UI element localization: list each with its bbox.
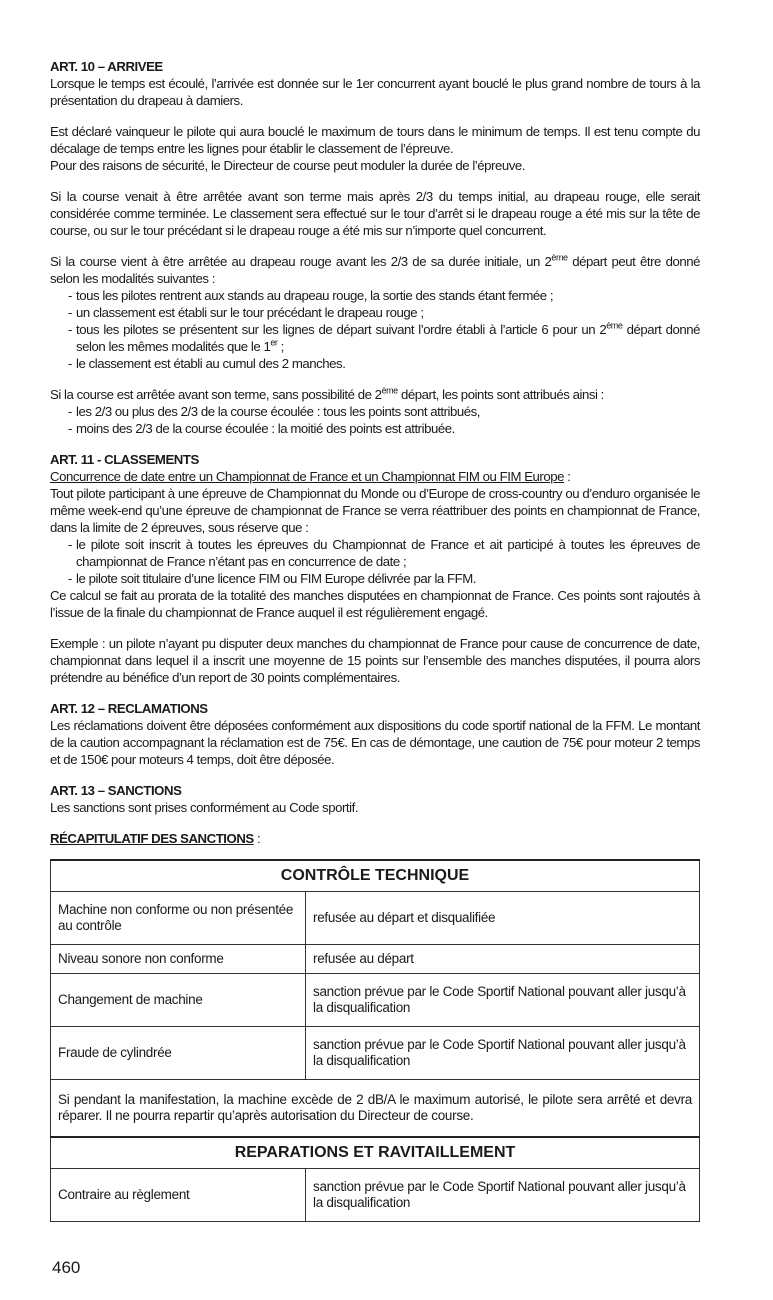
- art11-list: [50, 536, 700, 587]
- document-page: [50, 58, 700, 1222]
- art11-subtitle: Concurrence de date entre un Championnat de France et un Championnat FIM ou FIM Europe :: [50, 469, 571, 484]
- art12-title: ART. 12 – RECLAMATIONS: [50, 701, 208, 716]
- art10-title: ART. 10 – ARRIVEE: [50, 59, 163, 74]
- art11-paragraph-2: Ce calcul se fait au prorata de la totalité des manches disputées en championnat de France. Ces points sont rajoutés à l’issue de la finale du championnat de France auquel il est régulièrement engagé.: [50, 588, 700, 620]
- list-item: - les 2/3 ou plus des 2/3 de la course écoulée : tous les points sont attribués,: [68, 403, 700, 420]
- table-row: [51, 1080, 700, 1138]
- art10-paragraph-3: Si la course venait à être arrêtée avant son terme mais après 2/3 du temps initial, au drapeau rouge, elle serait considérée comme terminée. Le classement sera effectué sur le tour d’arrêt si le drapeau rouge a été mis sur la tête de course, ou sur le tour précédant si le drapeau rouge a été mis sur n’importe quel concurrent.: [50, 189, 700, 238]
- art13-paragraph-1: Les sanctions sont prises conformément au Code sportif.: [50, 800, 359, 815]
- table-cell: sanction prévue par le Code Sportif National pouvant aller jusqu’à la disqualification: [306, 1169, 700, 1222]
- table-cell: Niveau sonore non conforme: [51, 945, 306, 974]
- art13-title: ART. 13 – SANCTIONS: [50, 783, 182, 798]
- art10-list-1: [50, 287, 700, 372]
- art10-paragraph-5: Si la course est arrêtée avant son terme, sans possibilité de 2ème départ, les points sont attribués ainsi :: [50, 385, 604, 402]
- table-cell: refusée au départ et disqualifiée: [306, 892, 700, 945]
- table-row: [51, 1169, 700, 1222]
- art11-title: ART. 11 - CLASSEMENTS: [50, 452, 199, 467]
- table-section-title: REPARATIONS ET RAVITAILLEMENT: [51, 1137, 700, 1169]
- table-cell: sanction prévue par le Code Sportif National pouvant aller jusqu’à la disqualification: [306, 974, 700, 1027]
- table-row: [51, 974, 700, 1027]
- table-note: Si pendant la manifestation, la machine excède de 2 dB/A le maximum autorisé, le pilote sera arrêté et devra réparer. Il ne pourra repartir qu’après autorisation du Directeur de course.: [51, 1080, 700, 1138]
- art10-paragraph-1: Lorsque le temps est écoulé, l’arrivée est donnée sur le 1er concurrent ayant bouclé le plus grand nombre de tours à la présentation du drapeau à damiers.: [50, 76, 700, 108]
- table-cell: sanction prévue par le Code Sportif National pouvant aller jusqu’à la disqualification: [306, 1027, 700, 1080]
- table-cell: Contraire au règlement: [51, 1169, 306, 1222]
- table-section-title: CONTRÔLE TECHNIQUE: [51, 860, 700, 892]
- table-row: [51, 945, 700, 974]
- art10-paragraph-4: Si la course vient à être arrêtée au drapeau rouge avant les 2/3 de sa durée initiale, un 2ème départ peut être donné selon les modalités suivantes :: [50, 252, 700, 286]
- art10-list-2: [50, 403, 700, 437]
- art11-paragraph-3: Exemple : un pilote n’ayant pu disputer deux manches du championnat de France pour cause de concurrence de date, championnat dans lequel il a inscrit une moyenne de 15 points sur l’ensemble des manches disputées, il pourra alors prétendre au bénéfice d’un report de 30 points complémentaires.: [50, 636, 700, 685]
- art11-paragraph-1: Tout pilote participant à une épreuve de Championnat du Monde ou d’Europe de cross-country ou d’enduro organisée le même week-end qu’une épreuve de championnat de France se verra réattribuer des points en championnat de France, dans la limite de 2 épreuves, sous réserve que :: [50, 486, 700, 535]
- art10-paragraph-2b: Pour des raisons de sécurité, le Directeur de course peut moduler la durée de l’épreuve.: [50, 158, 525, 173]
- table-cell: Machine non conforme ou non présentée au contrôle: [51, 892, 306, 945]
- list-item: - le pilote soit titulaire d’une licence FIM ou FIM Europe délivrée par la FFM.: [68, 570, 700, 587]
- table-cell: Fraude de cylindrée: [51, 1027, 306, 1080]
- list-item: - le classement est établi au cumul des 2 manches.: [68, 355, 700, 372]
- list-item: - tous les pilotes se présentent sur les lignes de départ suivant l’ordre établi à l’article 6 pour un 2ème départ donné selon les mêmes modalités que le 1er ;: [68, 321, 700, 355]
- table-row: [51, 892, 700, 945]
- art12-paragraph-1: Les réclamations doivent être déposées conformément aux dispositions du code sportif national de la FFM. Le montant de la caution accompagnant la réclamation est de 75€. En cas de démontage, une caution de 75€ pour moteur 2 temps et de 150€ pour moteurs 4 temps, doit être déposée.: [50, 718, 700, 767]
- table-row: [51, 1027, 700, 1080]
- list-item: - tous les pilotes rentrent aux stands au drapeau rouge, la sortie des stands étant fermée ;: [68, 287, 700, 304]
- table-cell: Changement de machine: [51, 974, 306, 1027]
- list-item: - le pilote soit inscrit à toutes les épreuves du Championnat de France et ait participé à toutes les épreuves de championnat de France n’étant pas en concurrence de date ;: [68, 536, 700, 570]
- sanctions-table: [50, 859, 700, 1222]
- table-cell: refusée au départ: [306, 945, 700, 974]
- art10-paragraph-2a: Est déclaré vainqueur le pilote qui aura bouclé le maximum de tours dans le minimum de temps. Il est tenu compte du décalage de temps entre les lignes pour établir le classement de l’épreuve.: [50, 124, 700, 156]
- list-item: - un classement est établi sur le tour précédant le drapeau rouge ;: [68, 304, 700, 321]
- recap-title: RÉCAPITULATIF DES SANCTIONS :: [50, 831, 261, 846]
- page-number: 460: [52, 1258, 81, 1277]
- list-item: - moins des 2/3 de la course écoulée : la moitié des points est attribuée.: [68, 420, 700, 437]
